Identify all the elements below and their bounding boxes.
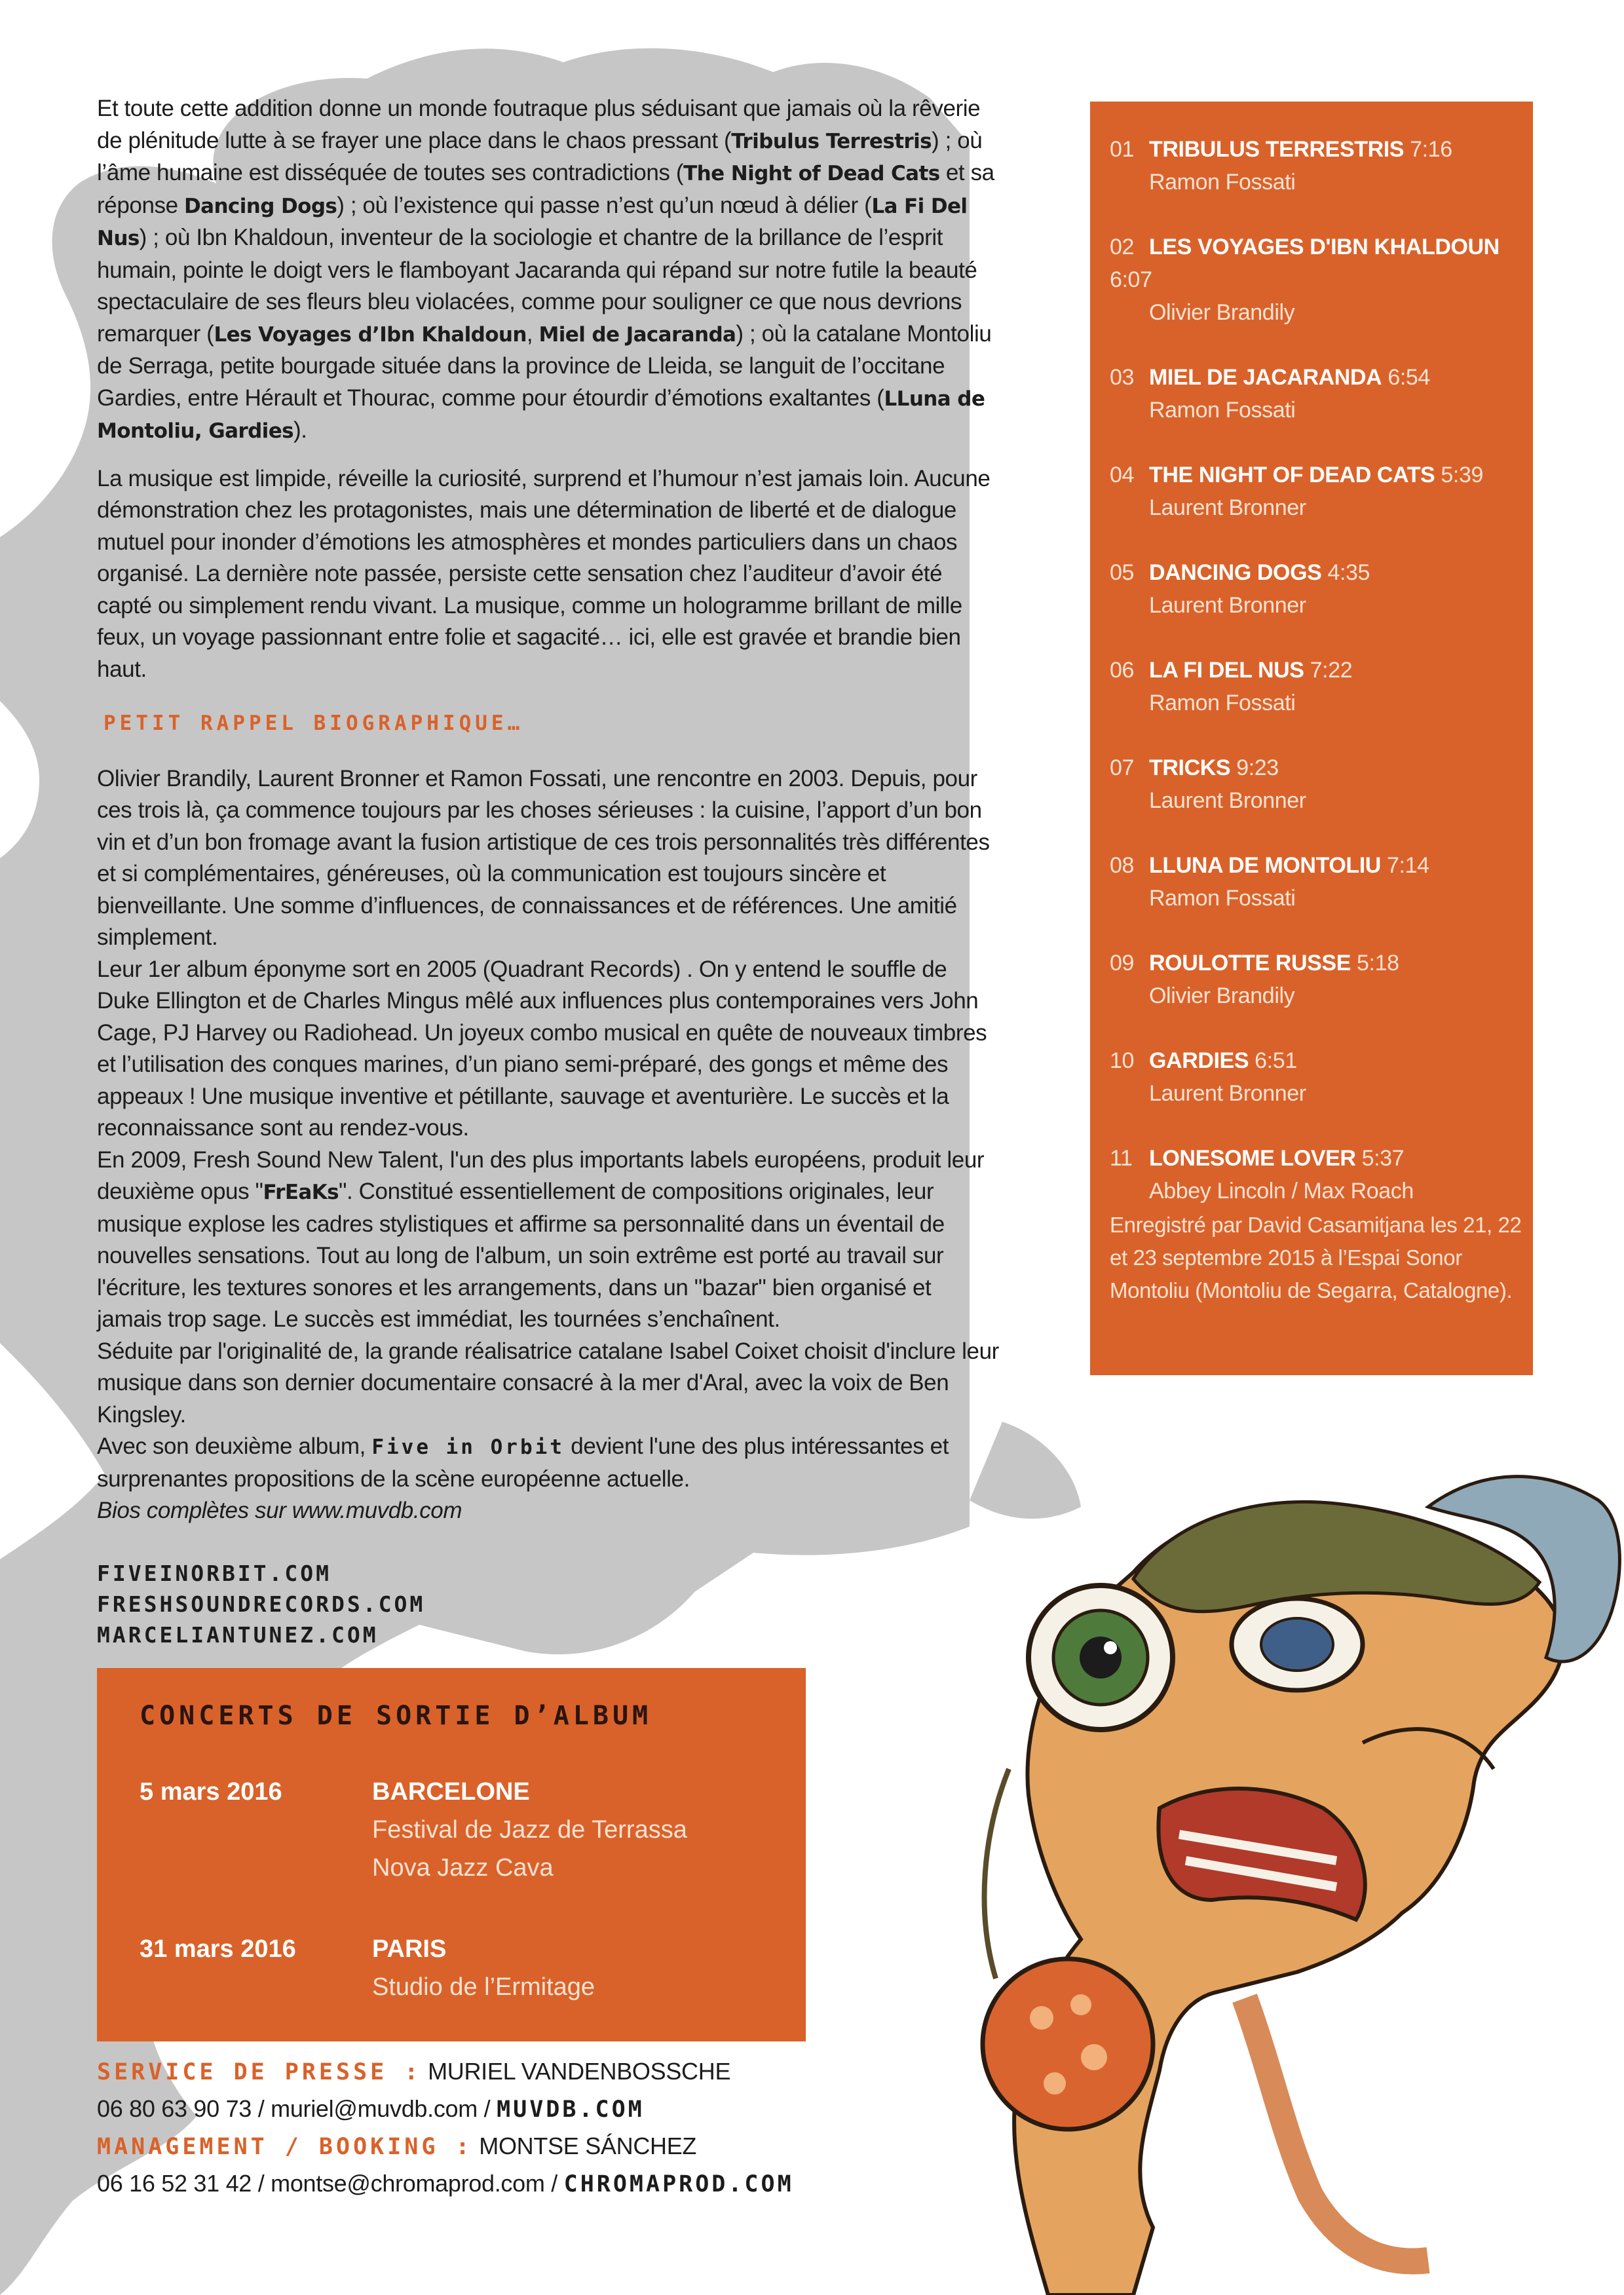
bio-text xyxy=(97,763,1001,1527)
track-list xyxy=(1110,133,1529,1240)
concert-city: BARCELONE xyxy=(372,1778,530,1806)
track-item: 01 TRIBULUS TERRESTRIS 7:16 Ramon Fossati xyxy=(1110,137,1452,195)
management-contact: MANAGEMENT / BOOKING : MONTSE SÁNCHEZ xyxy=(97,2133,697,2160)
press-details: 06 80 63 90 73 / muriel@muvdb.com / MUVDB.COM xyxy=(97,2095,645,2123)
track-item: 09 ROULOTTE RUSSE 5:18 Olivier Brandily xyxy=(1110,951,1399,1008)
track-item: 08 LLUNA DE MONTOLIU 7:14 Ramon Fossati xyxy=(1110,853,1429,911)
concerts-title: CONCERTS DE SORTIE D’ALBUM xyxy=(140,1701,652,1731)
management-details: 06 16 52 31 42 / montse@chromaprod.com / CHROMAPROD.COM xyxy=(97,2170,794,2197)
link-chromaprod[interactable]: CHROMAPROD.COM xyxy=(563,2171,794,2197)
intro-paragraph-1: Et toute cette addition donne un monde foutraque plus séduisant que jamais où la rêverie de plénitude lutte à se frayer une place dans le chaos pressant (Tribulus Terrestris) ; où l’âme humaine est disséquée de toutes ses contradictions (The Night of Dead Cats et sa réponse Dancing Dogs) ; où l’existence qui passe n’est qu’un nœud à délier (La Fi Del Nus) ; où Ibn Khaldoun, inventeur de la sociologie et chantre de la brillance de l’esprit humain, pointe le doigt vers le flamboyant Jacaranda qui répand sur notre futile la beauté spectaculaire de ses fleurs bleu violacées, comme pour souligner ce que nous devrions remarquer (Les Voyages d’Ibn Khaldoun, Miel de Jacaranda) ; où la catalane Montoliu de Serraga, petite bourgade située dans la province de Lleida, se languit de l’occitane Gardies, entre Hérault et Thourac, comme pour étourdir d’émotions exaltantes (LLuna de Montoliu, Gardies). xyxy=(97,96,994,443)
concert-city: PARIS xyxy=(372,1935,447,1963)
link-fiveinorbit[interactable]: FIVEINORBIT.COM xyxy=(97,1561,332,1586)
concert-venue: Studio de l’Ermitage xyxy=(372,1973,595,2001)
track-item: 03 MIEL DE JACARANDA 6:54 Ramon Fossati xyxy=(1110,365,1430,423)
track-item: 04 THE NIGHT OF DEAD CATS 5:39 Laurent Bronner xyxy=(1110,463,1483,520)
bio-line-4: Séduite par l'originalité de, la grande réalisatrice catalane Isabel Coixet choisit d'inclure leur musique dans son dernier documentaire consacré à la mer d'Aral, avec la voix de Ben Kingsley. xyxy=(97,1338,999,1428)
band-name-logo: Five in Orbit xyxy=(371,1435,565,1459)
link-muvdb[interactable]: MUVDB.COM xyxy=(497,2096,645,2123)
concert-venue: Festival de Jazz de Terrassa xyxy=(372,1816,687,1844)
recording-note: Enregistré par David Casamitjana les 21, 22 et 23 septembre 2015 à l’Espai Sonor Montoliu (Montoliu de Segarra, Catalogne). xyxy=(1110,1213,1522,1302)
monster-illustration xyxy=(970,1441,1624,2295)
concerts-box xyxy=(97,1668,806,2041)
bio-line-5: Avec son deuxième album, Five in Orbit devient l'une des plus intéressantes et surprenantes propositions de la scène européenne actuelle. xyxy=(97,1433,949,1492)
concert-venue: Nova Jazz Cava xyxy=(372,1854,554,1882)
bio-more-link: Bios complètes sur www.muvdb.com xyxy=(97,1498,463,1523)
track-item: 07 TRICKS 9:23 Laurent Bronner xyxy=(1110,755,1306,813)
link-freshsoundrecords[interactable]: FRESHSOUNDRECORDS.COM xyxy=(97,1591,426,1617)
track-item: 06 LA FI DEL NUS 7:22 Ramon Fossati xyxy=(1110,658,1353,715)
track-item: 10 GARDIES 6:51 Laurent Bronner xyxy=(1110,1048,1306,1106)
main-text-column xyxy=(97,93,1001,1527)
track-item: 11 LONESOME LOVER 5:37 Abbey Lincoln / Max Roach xyxy=(1110,1146,1414,1204)
bio-line-1: Olivier Brandily, Laurent Bronner et Ramon Fossati, une rencontre en 2003. Depuis, pour ces trois là, ça commence toujours par les choses sérieuses : la cuisine, l’apport d’un bon vin et d’un bon fromage avant la fusion artistique de ces trois personnalités très différentes et si complémentaires, généreuses, où la communication est toujours sincère et bienveillante. Une somme d’influences, de connaissances et de références. Une amitié simplement. xyxy=(97,765,990,950)
tracklist-panel xyxy=(1090,102,1533,1375)
concert-date: 5 mars 2016 xyxy=(140,1778,282,1806)
contacts-block xyxy=(97,2053,794,2203)
link-marceliantunez[interactable]: MARCELIANTUNEZ.COM xyxy=(97,1622,379,1648)
bio-heading: PETIT RAPPEL BIOGRAPHIQUE… xyxy=(104,711,524,735)
concert-date: 31 mars 2016 xyxy=(140,1935,296,1963)
track-item: 05 DANCING DOGS 4:35 Laurent Bronner xyxy=(1110,560,1370,618)
bio-line-3: En 2009, Fresh Sound New Talent, l'un des plus importants labels européens, produit leur deuxième opus "FrEaKs". Constitué essentiellement de compositions originales, leur musique explose les cadres stylistiques et affirme sa personnalité dans un éventail de nouvelles sensations. Tout au long de l'album, un soin extrême est porté au travail sur l'écriture, les textures sonores et les arrangements, dans un "bazar" bien organisé et jamais trop sage. Le succès est immédiat, les tournées s’enchaînent. xyxy=(97,1147,985,1332)
press-contact: SERVICE DE PRESSE : MURIEL VANDENBOSSCHE xyxy=(97,2058,731,2085)
track-item: 02 LES VOYAGES D'IBN KHALDOUN 6:07 Olivier Brandily xyxy=(1110,235,1500,325)
intro-paragraph-2: La musique est limpide, réveille la curiosité, surprend et l’humour n’est jamais loin. Aucune démonstration chez les protagonistes, mais une détermination de liberté et de dialogue mutuel pour inonder d’émotions les atmosphères et mondes particuliers dans un chaos organisé. La dernière note passée, persiste cette sensation chez l’auditeur d’avoir été capté ou simplement rendu vivant. La musique, comme un hologramme brillant de mille feux, un voyage passionnant entre folie et sagacité… ici, elle est gravée et brandie bien haut. xyxy=(97,465,991,682)
bio-line-2: Leur 1er album éponyme sort en 2005 (Quadrant Records) . On y entend le souffle de Duke Ellington et de Charles Mingus mêlé aux influences plus contemporaines vers John Cage, PJ Harvey ou Radiohead. Un joyeux combo musical en quête de nouveaux timbres et l’utilisation des conques marines, d’un piano semi-préparé, des gongs et même des appeaux ! Une musique inventive et pétillante, sauvage et aventurière. Le succès et la reconnaissance sont au rendez-vous. xyxy=(97,956,987,1141)
website-links xyxy=(97,1558,425,1650)
